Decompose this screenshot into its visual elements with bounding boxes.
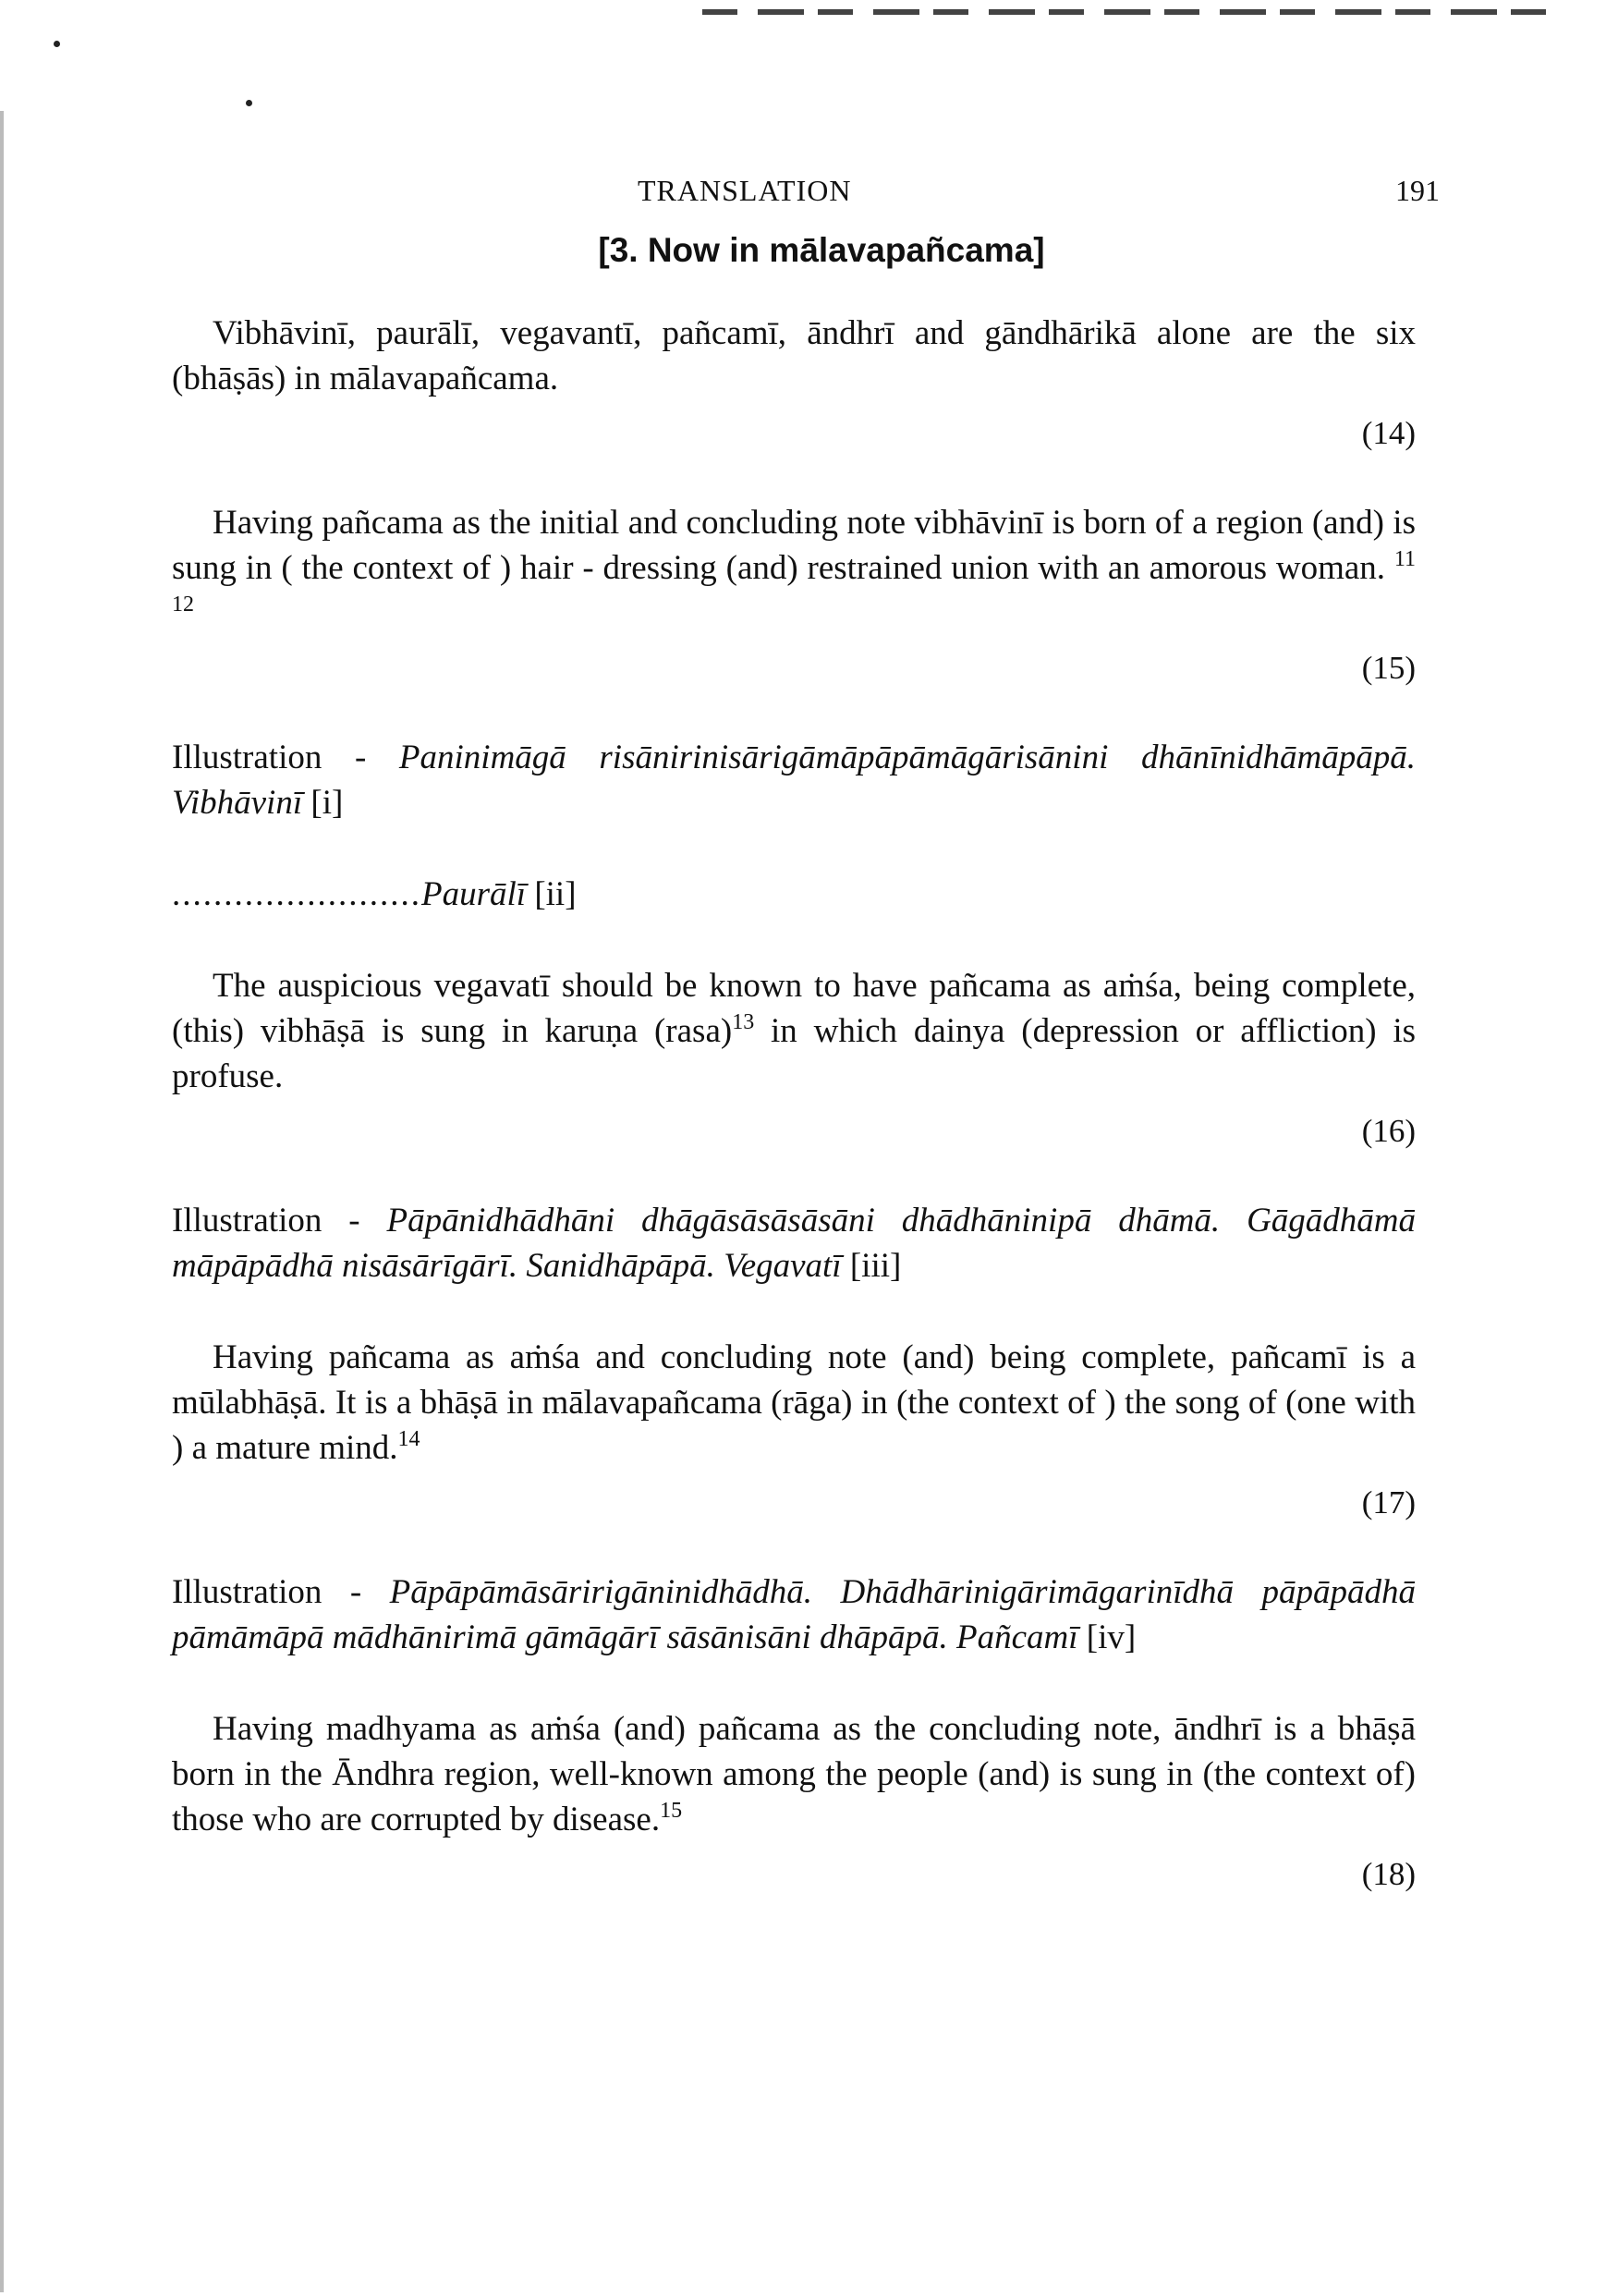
verse-number-15: (15)	[1361, 650, 1416, 686]
illustration-2	[172, 872, 1416, 917]
illustration-name: Vegavatī	[724, 1247, 842, 1285]
running-header	[0, 174, 1606, 211]
scan-artifact-left-edge	[0, 111, 4, 2292]
verse-number-16: (16)	[1361, 1113, 1416, 1149]
page-body	[172, 231, 1416, 1941]
paragraph-5	[172, 1706, 1416, 1842]
verse-number-14: (14)	[1361, 415, 1416, 451]
illustration-name: Pañcamī	[956, 1618, 1078, 1656]
scan-artifact-dot	[246, 100, 252, 106]
paragraph-4	[172, 1335, 1416, 1471]
scan-artifact-top	[702, 9, 1552, 15]
paragraph-3-text-a: The auspicious vegavatī should be known to have pañcama as aṁśa, being complete, (this) vibhāṣā is sung in karuṇa (rasa)	[172, 967, 1416, 1050]
illustration-4	[172, 1569, 1416, 1660]
footnote-ref: 14	[397, 1427, 420, 1451]
paragraph-5-text: Having madhyama as aṁśa (and) pañcama as the concluding note, āndhrī is a bhāṣā born in the Āndhra region, well-known among the people (and) is sung in (the context of) those who are corrupted by disease.	[172, 1710, 1416, 1838]
section-heading: [3. Now in mālavapañcama]	[598, 231, 1045, 269]
verse-number-18: (18)	[1361, 1856, 1416, 1892]
illustration-name: Vibhāvinī	[172, 784, 303, 822]
illustration-label: Illustration -	[172, 1573, 362, 1611]
footnote-ref: 13	[732, 1010, 755, 1034]
illustration-3	[172, 1198, 1416, 1288]
footnote-ref: 11	[1393, 547, 1416, 571]
verse-number-17: (17)	[1361, 1484, 1416, 1520]
paragraph-2-text: Having pañcama as the initial and concluding note vibhāvinī is born of a region (and) is sung in ( the context of ) hair - dressing (and) restrained union with an amorous woman.	[172, 504, 1416, 587]
footnote-ref: 15	[660, 1799, 683, 1823]
scan-artifact-dot	[54, 41, 60, 47]
page-number: 191	[1395, 174, 1440, 207]
running-title: TRANSLATION	[638, 174, 852, 207]
illustration-label: Illustration -	[172, 1202, 360, 1240]
illustration-1	[172, 735, 1416, 825]
illustration-index: [ii]	[534, 875, 577, 913]
paragraph-4-text: Having pañcama as aṁśa and concluding note (and) being complete, pañcamī is a mūlabhāṣā. It is a bhāṣā in mālavapañcama (rāga) in (the context of ) the song of (one with ) a mature mind.	[172, 1338, 1416, 1467]
illustration-index: [iii]	[849, 1247, 902, 1285]
illustration-index: [iv]	[1086, 1618, 1137, 1656]
illustration-notation: Paninimāgā risānirinisārigāmāpāpāmāgārisānini dhānīnidhāmāpāpā.	[398, 739, 1416, 776]
illustration-label: Illustration -	[172, 739, 367, 776]
illustration-index: [i]	[310, 784, 344, 822]
paragraph-1	[172, 311, 1416, 401]
paragraph-3	[172, 963, 1416, 1099]
illustration-name: Paurālī	[421, 875, 527, 913]
paragraph-1-text: Vibhāvinī, paurālī, vegavantī, pañcamī, āndhrī and gāndhārikā alone are the six (bhāṣās) in mālavapañcama.	[172, 314, 1416, 397]
paragraph-2	[172, 500, 1416, 636]
footnote-ref: 12	[172, 592, 194, 617]
illustration-notation: Pāpānidhādhāni dhāgāsāsāsāsāni dhādhāninipā dhāmā. Gāgādhāmā māpāpādhā nisāsārīgārī. Sanidhāpāpā.	[172, 1202, 1417, 1285]
paragraph-3-text-b: in which dainya (depression or affliction) is profuse.	[172, 1012, 1417, 1095]
illustration-dots: ........................	[172, 875, 421, 913]
illustration-notation: Pāpāpāmāsāririgāninidhādhā. Dhādhārinigārimāgarinīdhā pāpāpādhā pāmāmāpā mādhānirimā gāmāgārī sāsānisāni dhāpāpā.	[172, 1573, 1416, 1656]
